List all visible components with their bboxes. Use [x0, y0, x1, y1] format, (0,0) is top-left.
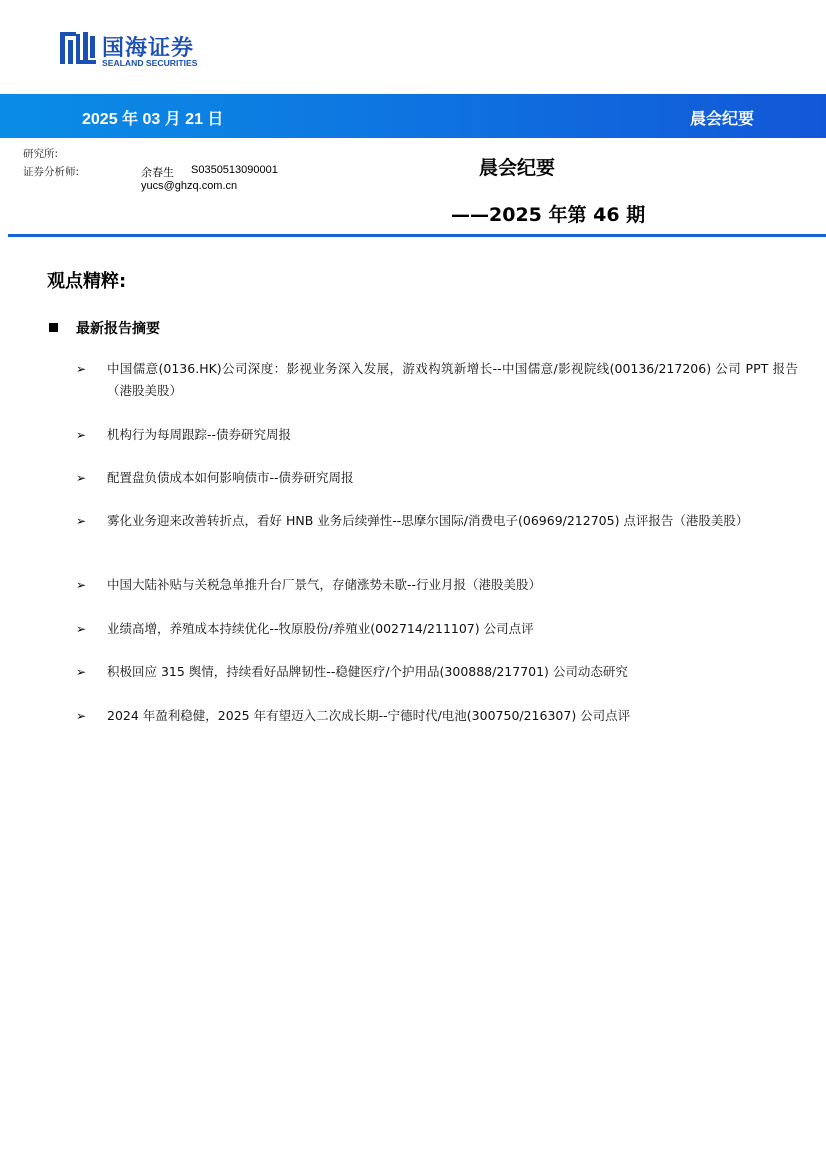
arrow-bullet-icon: ➢	[76, 665, 87, 679]
sealand-logo-icon	[58, 30, 98, 68]
analyst-label: 证券分析师:	[23, 166, 80, 178]
report-item-text: 积极回应 315 舆情，持续看好品牌韧性--稳健医疗/个护用品(300888/217701) 公司动态研究	[107, 664, 628, 679]
banner-title: 晨会纪要	[689, 109, 754, 128]
square-bullet-icon	[49, 323, 58, 332]
report-date: 2025 年 03 月 21 日	[82, 111, 224, 128]
logo-english-name: SEALAND SECURITIES	[102, 58, 198, 68]
sub-heading-label: 最新报告摘要	[76, 321, 160, 337]
analyst-name: 余春生	[141, 166, 174, 179]
report-item-text: 配置盘负债成本如何影响债市--债券研究周报	[107, 470, 354, 485]
report-item-text: 2024 年盈利稳健，2025 年有望迈入二次成长期--宁德时代/电池(300750/216307) 公司点评	[107, 708, 631, 723]
document-title: 晨会纪要	[479, 157, 556, 179]
arrow-bullet-icon: ➢	[76, 622, 87, 636]
report-item-text: 中国大陆补贴与关税急单推升台厂景气，存储涨势未歇--行业月报（港股美股）	[107, 577, 542, 592]
institute-label: 研究所:	[23, 148, 59, 160]
arrow-bullet-icon: ➢	[76, 428, 87, 442]
arrow-bullet-icon: ➢	[76, 709, 87, 723]
logo-chinese-name: 国海证券	[102, 36, 195, 61]
section-title: 观点精粹:	[47, 271, 127, 292]
arrow-bullet-icon: ➢	[76, 471, 87, 485]
report-item-text: 机构行为每周跟踪--债券研究周报	[107, 427, 292, 442]
report-item-text: 雾化业务迎来改善转折点，看好 HNB 业务后续弹性--思摩尔国际/消费电子(06969/212705) 点评报告（港股美股）	[107, 513, 749, 528]
document-subtitle: ——2025 年第 46 期	[451, 204, 646, 226]
analyst-code: S0350513090001	[191, 164, 278, 176]
analyst-email: yucs@ghzq.com.cn	[141, 180, 238, 192]
header-banner	[0, 94, 826, 138]
report-item-text: 中国儒意(0136.HK)公司深度：影视业务深入发展，游戏构筑新增长--中国儒意/影视院线(00136/217206) 公司 PPT 报告（港股美股）	[107, 361, 798, 398]
arrow-bullet-icon: ➢	[76, 362, 87, 376]
report-item-text: 业绩高增，养殖成本持续优化--牧原股份/养殖业(002714/211107) 公司点评	[107, 621, 534, 636]
header-divider	[8, 234, 826, 237]
arrow-bullet-icon: ➢	[76, 514, 87, 528]
sub-heading	[49, 318, 160, 338]
arrow-bullet-icon: ➢	[76, 578, 87, 592]
